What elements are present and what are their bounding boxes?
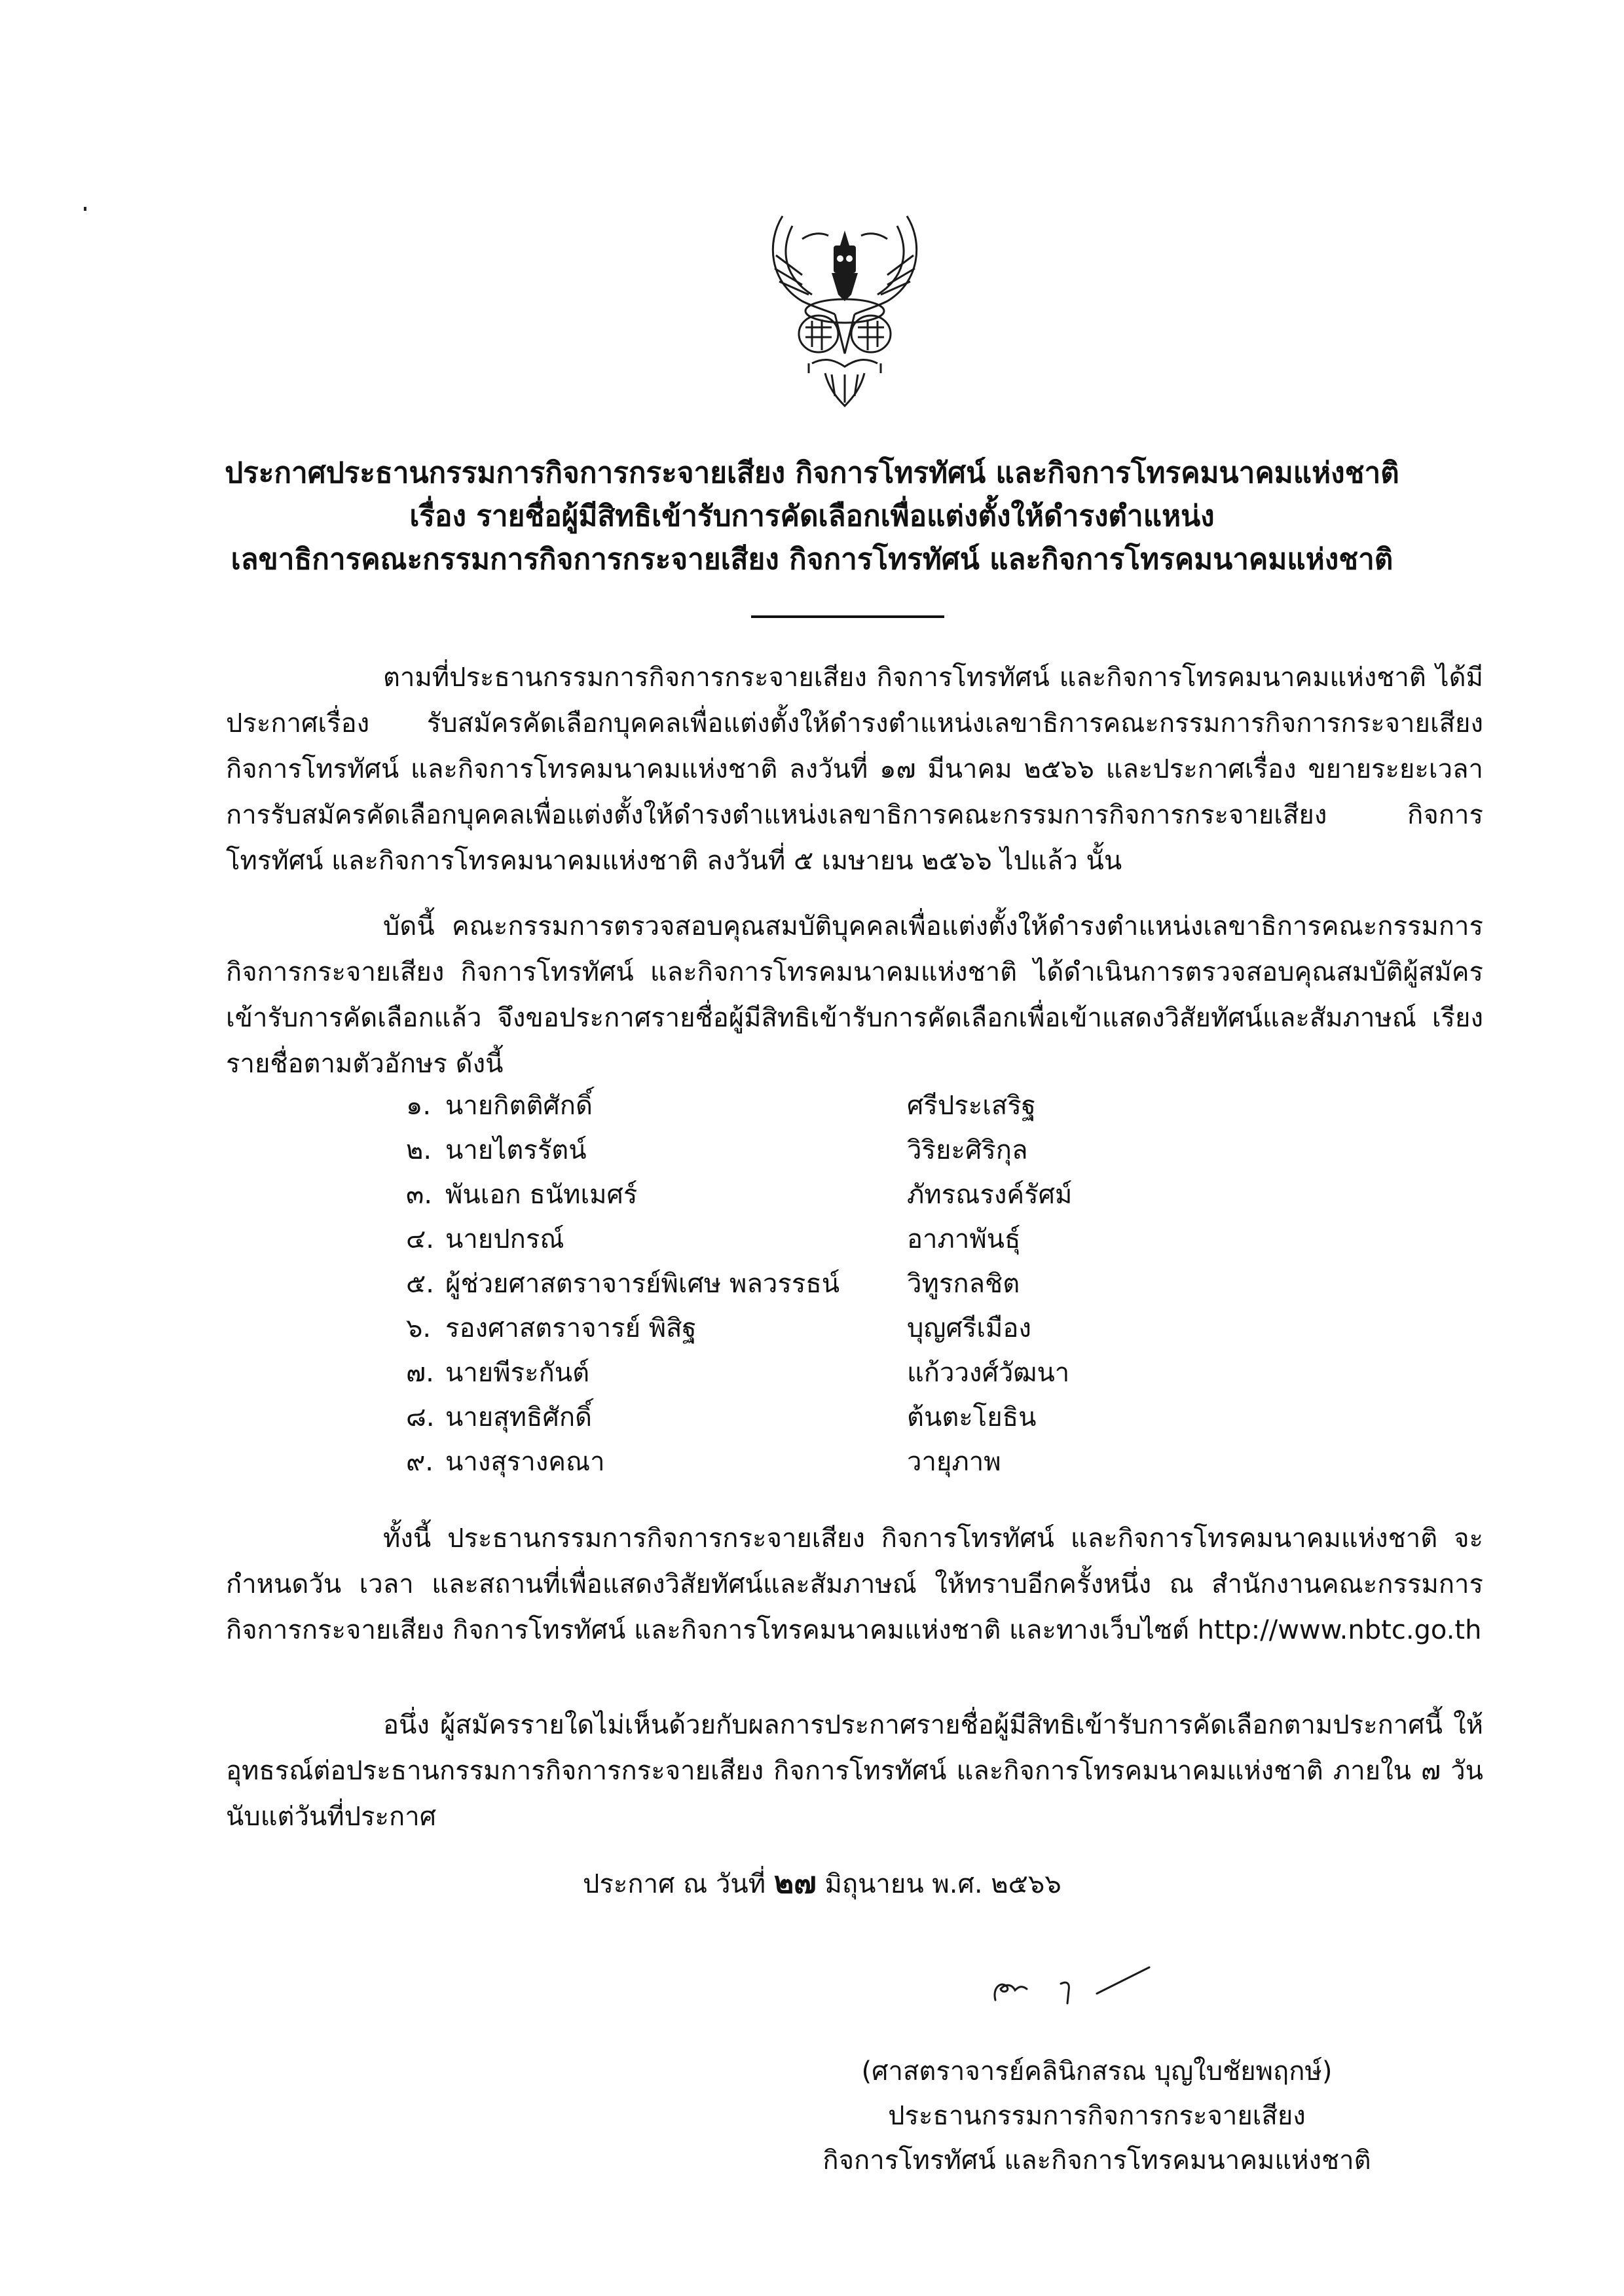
candidate-number: ๒. bbox=[406, 1135, 432, 1165]
garuda-emblem-icon bbox=[763, 203, 927, 412]
candidate-first-name: พันเอก ธนัทเมศร์ bbox=[445, 1180, 638, 1210]
candidate-list bbox=[406, 1084, 1072, 1484]
list-item bbox=[406, 1128, 1072, 1173]
candidate-last-name: วิทูรกลชิต bbox=[907, 1269, 1020, 1299]
list-item bbox=[406, 1306, 1072, 1351]
title-line-3: เลขาธิการคณะกรรมการกิจการกระจายเสียง กิจการโทรทัศน์ และกิจการโทรคมนาคมแห่งชาติ bbox=[231, 543, 1393, 576]
candidate-last-name: อาภาพันธุ์ bbox=[907, 1224, 1021, 1254]
paragraph-appeal-text: อนึ่ง ผู้สมัครรายใดไม่เห็นด้วยกับผลการประกาศรายชื่อผู้มีสิทธิเข้ารับการคัดเลือกตามประกาศนี้ ให้อุทธรณ์ต่อประธานกรรมการกิจการกระจายเสียง กิจการโทรทัศน์ และกิจการโทรคมนาคมแห่งชาติ ภายใน ๗ วัน นับแต่วันที่ประกาศ bbox=[226, 1710, 1483, 1832]
candidate-number: ๙. bbox=[406, 1447, 434, 1477]
candidate-first-name: นายปกรณ์ bbox=[445, 1224, 564, 1254]
candidate-last-name: บุญศรีเมือง bbox=[907, 1313, 1031, 1343]
signatory-block bbox=[786, 2049, 1408, 2183]
candidate-last-name: ต้นตะโยธิน bbox=[907, 1402, 1037, 1432]
announcement-date bbox=[583, 1859, 1061, 1907]
list-item bbox=[406, 1351, 1072, 1395]
candidate-number: ๓. bbox=[406, 1180, 433, 1210]
list-item bbox=[406, 1173, 1072, 1217]
paragraph-background-text: ตามที่ประธานกรรมการกิจการกระจายเสียง กิจการโทรทัศน์ และกิจการโทรคมนาคมแห่งชาติ ได้มีประกาศเรื่อง รับสมัครคัดเลือกบุคคลเพื่อแต่งตั้งให้ดำรงตำแหน่งเลขาธิการคณะกรรมการกิจการกระจายเสียง กิจการโทรทัศน์ และกิจการโทรคมนาคมแห่งชาติ ลงวันที่ ๑๗ มีนาคม ๒๕๖๖ และประกาศเรื่อง ขยายระยะเวลาการรับสมัครคัดเลือกบุคคลเพื่อแต่งตั้งให้ดำรงตำแหน่งเลขาธิการคณะกรรมการกิจการกระจายเสียง กิจการโทรทัศน์ และกิจการโทรคมนาคมแห่งชาติ ลงวันที่ ๕ เมษายน ๒๕๖๖ ไปแล้ว นั้น bbox=[226, 663, 1483, 876]
candidate-first-name: นายพีระกันต์ bbox=[445, 1358, 590, 1388]
candidate-first-name: นางสุรางคณา bbox=[445, 1447, 605, 1477]
paragraph-background bbox=[226, 655, 1483, 884]
list-item bbox=[406, 1084, 1072, 1128]
candidate-last-name: ศรีประเสริฐ bbox=[907, 1091, 1036, 1121]
candidate-number: ๑. bbox=[406, 1091, 432, 1121]
paragraph-announcement bbox=[226, 903, 1483, 1087]
candidate-number: ๕. bbox=[406, 1269, 434, 1299]
candidate-last-name: ภัทรณรงค์รัศม์ bbox=[907, 1180, 1073, 1210]
announcement-title bbox=[196, 452, 1428, 581]
candidate-first-name: รองศาสตราจารย์ พิสิฐ bbox=[445, 1313, 697, 1343]
paragraph-interview-schedule-text: ทั้งนี้ ประธานกรรมการกิจการกระจายเสียง กิจการโทรทัศน์ และกิจการโทรคมนาคมแห่งชาติ จะกำหนดวัน เวลา และสถานที่เพื่อแสดงวิสัยทัศน์และสัมภาษณ์ ให้ทราบอีกครั้งหนึ่ง ณ สำนักงานคณะกรรมการกิจการกระจายเสียง กิจการโทรทัศน์ และกิจการโทรคมนาคมแห่งชาติ และทางเว็บไซต์ http://www.nbtc.go.th bbox=[226, 1523, 1483, 1645]
handwritten-signature-icon bbox=[982, 1964, 1192, 2010]
candidate-number: ๖. bbox=[406, 1313, 432, 1343]
candidate-number: ๗. bbox=[406, 1358, 434, 1388]
candidate-last-name: วิริยะศิริกุล bbox=[907, 1135, 1028, 1165]
candidate-first-name: ผู้ช่วยศาสตราจารย์พิเศษ พลวรรธน์ bbox=[445, 1269, 840, 1299]
date-day-handwritten: ๒๗ bbox=[773, 1865, 817, 1900]
paragraph-interview-schedule bbox=[226, 1516, 1483, 1653]
signatory-title-line-2: กิจการโทรทัศน์ และกิจการโทรคมนาคมแห่งชาติ bbox=[822, 2145, 1371, 2176]
candidate-last-name: วายุภาพ bbox=[907, 1447, 1001, 1477]
paragraph-appeal bbox=[226, 1702, 1483, 1840]
list-item bbox=[406, 1440, 1072, 1484]
signatory-title-line-1: ประธานกรรมการกิจการกระจายเสียง bbox=[888, 2101, 1306, 2131]
candidate-first-name: นายไตรรัตน์ bbox=[445, 1135, 587, 1165]
candidate-first-name: นายสุทธิศักดิ์ bbox=[445, 1402, 593, 1432]
candidate-last-name: แก้ววงศ์วัฒนา bbox=[907, 1358, 1070, 1388]
signatory-name: (ศาสตราจารย์คลินิกสรณ บุญใบชัยพฤกษ์) bbox=[861, 2056, 1333, 2086]
list-item bbox=[406, 1217, 1072, 1262]
scan-speck bbox=[84, 207, 86, 211]
title-line-1: ประกาศประธานกรรมการกิจการกระจายเสียง กิจการโทรทัศน์ และกิจการโทรคมนาคมแห่งชาติ bbox=[225, 456, 1399, 490]
paragraph-announcement-text: บัดนี้ คณะกรรมการตรวจสอบคุณสมบัติบุคคลเพื่อแต่งตั้งให้ดำรงตำแหน่งเลขาธิการคณะกรรมการกิจการกระจายเสียง กิจการโทรทัศน์ และกิจการโทรคมนาคมแห่งชาติ ได้ดำเนินการตรวจสอบคุณสมบัติผู้สมัครเข้ารับการคัดเลือกแล้ว จึงขอประกาศรายชื่อผู้มีสิทธิเข้ารับการคัดเลือกเพื่อเข้าแสดงวิสัยทัศน์และสัมภาษณ์ เรียงรายชื่อตามตัวอักษร ดังนี้ bbox=[226, 911, 1483, 1079]
title-line-subject: เรื่อง รายชื่อผู้มีสิทธิเข้ารับการคัดเลือกเพื่อแต่งตั้งให้ดำรงตำแหน่ง bbox=[409, 500, 1215, 533]
title-divider bbox=[751, 615, 944, 618]
candidate-number: ๘. bbox=[406, 1402, 435, 1432]
list-item bbox=[406, 1262, 1072, 1306]
candidate-number: ๔. bbox=[406, 1224, 434, 1254]
list-item bbox=[406, 1395, 1072, 1440]
candidate-first-name: นายกิตติศักดิ์ bbox=[445, 1091, 593, 1121]
date-suffix: มิถุนายน พ.ศ. ๒๕๖๖ bbox=[816, 1869, 1061, 1899]
date-prefix: ประกาศ ณ วันที่ bbox=[583, 1869, 774, 1899]
